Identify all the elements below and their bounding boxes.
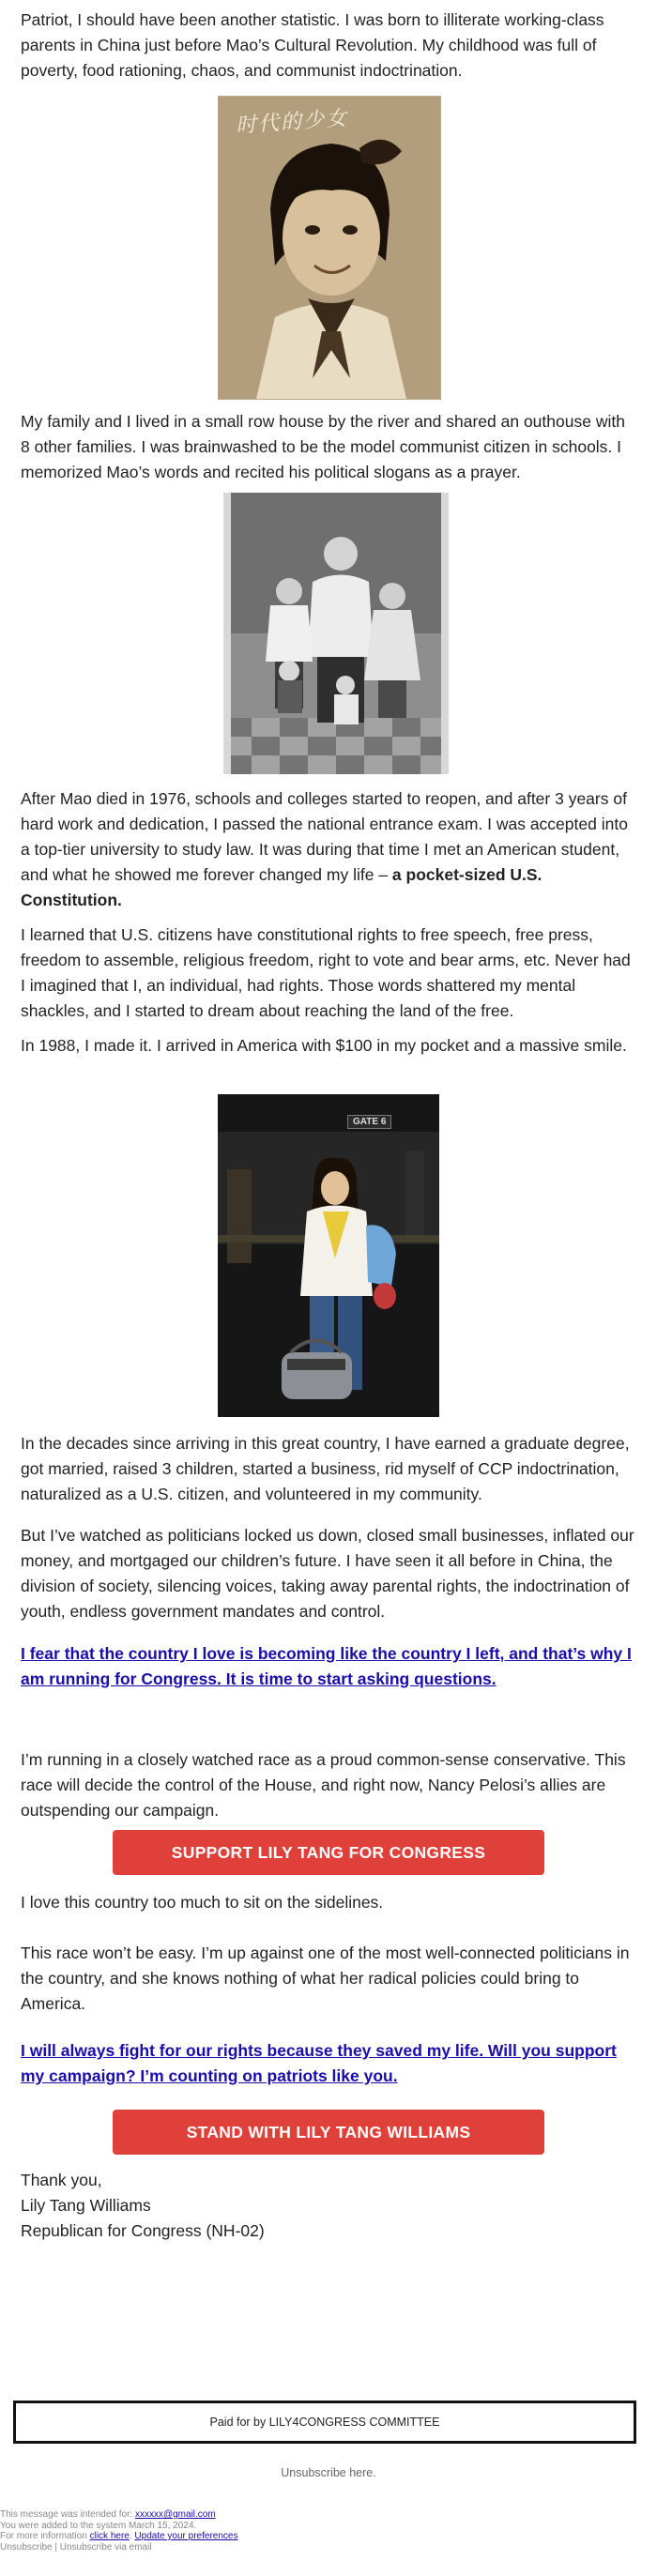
footer-more-info <box>0 2531 237 2542</box>
photo-airport-arrival <box>218 1094 439 1417</box>
signature-name: Lily Tang Williams <box>21 2196 151 2215</box>
signature-thanks: Thank you, <box>21 2171 102 2189</box>
paid-for-text: Paid for by LILY4CONGRESS COMMITTEE <box>209 2416 440 2429</box>
paragraph-arrival: In 1988, I made it. I arrived in America with $100 in my pocket and a massive smile. <box>21 1036 627 1055</box>
info-sep: . <box>129 2531 135 2541</box>
gate-sign: GATE 6 <box>347 1115 391 1129</box>
footer-info <box>0 2509 237 2553</box>
paid-for-disclaimer <box>13 2401 636 2444</box>
paragraph-not-easy: This race won’t be easy. I’m up against one of the most well-connected politicians in the country, and she knows nothing of what her radical policies could bring to America. <box>21 1943 630 2013</box>
unsubscribe-link[interactable]: Unsubscribe here. <box>281 2466 376 2479</box>
paragraph-race: I’m running in a closely watched race as a proud common-sense conservative. This race will decide the control of the House, and right now, Nancy Pelosi’s allies are outspending our campaign. <box>21 1750 626 1820</box>
paragraph-row-house: My family and I lived in a small row house by the river and shared an outhouse with 8 other families. I was brainwashed to be the model communist citizen in schools. I memorized Mao’s words and recited his political slogans as a prayer. <box>21 412 625 481</box>
info-prefix: For more information <box>0 2531 90 2541</box>
paragraph-university <box>21 786 636 913</box>
constitution-highlight: a pocket-sized U.S. Constitution. <box>21 865 542 909</box>
family-illustration <box>223 493 449 774</box>
photo-inscription: 时代的少女 <box>235 106 349 139</box>
paragraph-sidelines: I love this country too much to sit on the sidelines. <box>21 1893 384 1912</box>
signature <box>21 2168 636 2244</box>
support-congress-button[interactable]: SUPPORT LILY TANG FOR CONGRESS <box>113 1830 544 1875</box>
paragraph-intro: Patriot, I should have been another statistic. I was born to illiterate working-class parents in China just before Mao’s Cultural Revolution. My childhood was full of poverty, food rationing, chaos, and communist indoctrination. <box>21 10 604 80</box>
update-preferences-link[interactable]: Update your preferences <box>134 2531 238 2541</box>
intended-prefix: This message was intended for: <box>0 2509 135 2520</box>
university-text: After Mao died in 1976, schools and colleges started to reopen, and after 3 years of hard work and dedication, I passed the national entrance exam. I was accepted into a top-tier university to study law. It was during that time I met an American student, and what he showed me forever changed my life – <box>21 789 628 884</box>
intended-email-link[interactable]: xxxxxx@gmail.com <box>134 2509 216 2520</box>
paragraph-rights: I learned that U.S. citizens have constitutional rights to free speech, free press, freedom to assemble, religious freedom, right to vote and bear arms, etc. Never had I imagined that I, an individual, had rights. Those words shattered my mental shackles, and I started to dream about reaching the land of the free. <box>21 925 631 1020</box>
click-here-link[interactable]: click here <box>89 2531 130 2541</box>
paragraph-politicians: But I’ve watched as politicians locked us down, closed small businesses, inflated our money, and mortgaged our children’s future. I have seen it all before in China, the division of society, silencing voices, taking away parental rights, the indoctrination of youth, endless government mandates and control. <box>21 1526 634 1621</box>
stand-with-button[interactable]: STAND WITH LILY TANG WILLIAMS <box>113 2110 544 2155</box>
signature-title: Republican for Congress (NH-02) <box>21 2221 265 2240</box>
portrait-illustration <box>219 97 440 399</box>
photo-childhood-portrait <box>218 96 441 400</box>
footer-intended <box>0 2509 237 2521</box>
link-fight-rights[interactable]: I will always fight for our rights because they saved my life. Will you support my campaign? I’m counting on patriots like you. <box>21 2041 617 2085</box>
footer-unsubscribe[interactable]: Unsubscribe | Unsubscribe via email <box>0 2541 152 2553</box>
link-fear-country[interactable]: I fear that the country I love is becoming like the country I left, and that’s why I am running for Congress. It is time to start asking questions. <box>21 1644 632 1688</box>
paragraph-achievements: In the decades since arriving in this great country, I have earned a graduate degree, got married, raised 3 children, started a business, rid myself of CCP indoctrination, naturalized as a U.S. citizen, and volunteered in my community. <box>21 1434 630 1503</box>
photo-family <box>223 493 449 774</box>
airport-illustration <box>218 1094 439 1417</box>
footer-added: You were added to the system March 15, 2024. <box>0 2520 197 2531</box>
